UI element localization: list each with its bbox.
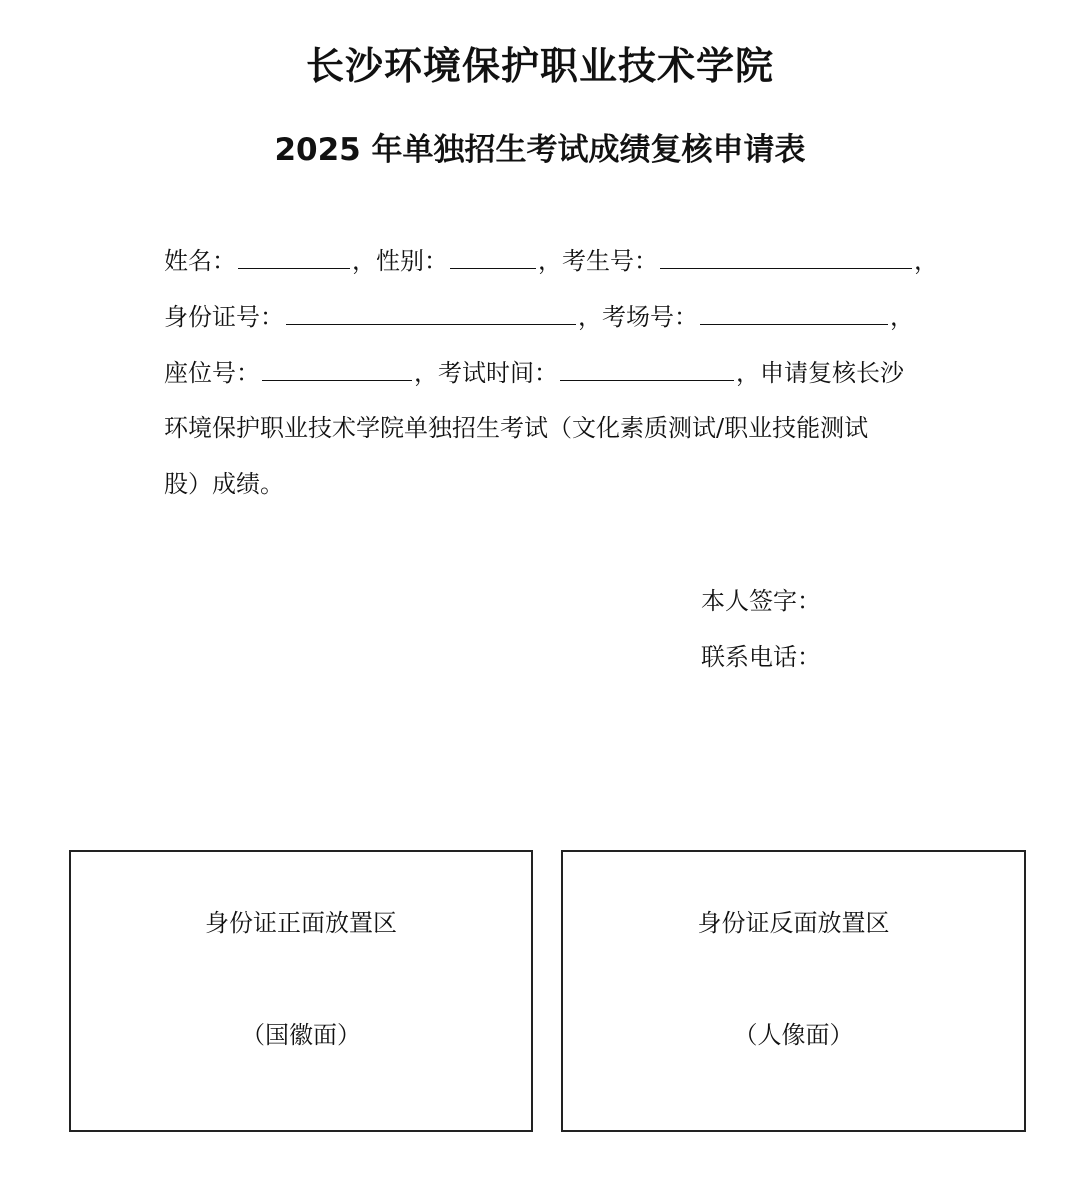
exam-room-label: ，考场号： [578, 303, 698, 331]
name-label: 姓名： [164, 247, 236, 275]
gender-label: ，性别： [352, 247, 448, 275]
form-title: 2025 年单独招生考试成绩复核申请表 [274, 132, 806, 168]
exam-number-label: ，考生号： [538, 247, 658, 275]
form-line-3 [164, 354, 904, 390]
seat-label: 座位号： [164, 359, 260, 387]
exam-room-blank[interactable] [700, 298, 888, 325]
form-line-5 [164, 466, 284, 502]
line-2-comma: ， [890, 303, 914, 331]
id-number-blank[interactable] [286, 298, 576, 325]
request-text-line2: 环境保护职业技术学院单独招生考试（文化素质测试/职业技能测试 [164, 414, 869, 442]
line-1-comma: ， [914, 247, 938, 275]
form-line-1 [164, 242, 938, 278]
gender-blank[interactable] [450, 242, 536, 269]
signature-label: 本人签字： [701, 587, 821, 615]
id-front-subtitle: （国徽面） [241, 1021, 361, 1049]
id-back-box [561, 850, 1026, 1132]
name-blank[interactable] [238, 242, 350, 269]
id-back-subtitle: （人像面） [733, 1021, 854, 1049]
exam-number-blank[interactable] [660, 242, 912, 269]
exam-time-label: ，考试时间： [414, 359, 558, 387]
exam-time-blank[interactable] [560, 354, 734, 381]
id-back-title: 身份证反面放置区 [697, 909, 890, 937]
form-line-4 [164, 410, 868, 446]
form-line-2 [164, 298, 914, 334]
school-name: 长沙环境保护职业技术学院 [305, 43, 774, 88]
request-text-start: ，申请复核长沙 [736, 359, 904, 387]
seat-blank[interactable] [262, 354, 412, 381]
id-number-label: 身份证号： [164, 303, 284, 331]
id-front-box [69, 850, 533, 1132]
request-text-line3: 股）成绩。 [164, 470, 284, 498]
id-front-title: 身份证正面放置区 [205, 909, 397, 937]
phone-label: 联系电话： [701, 643, 821, 671]
